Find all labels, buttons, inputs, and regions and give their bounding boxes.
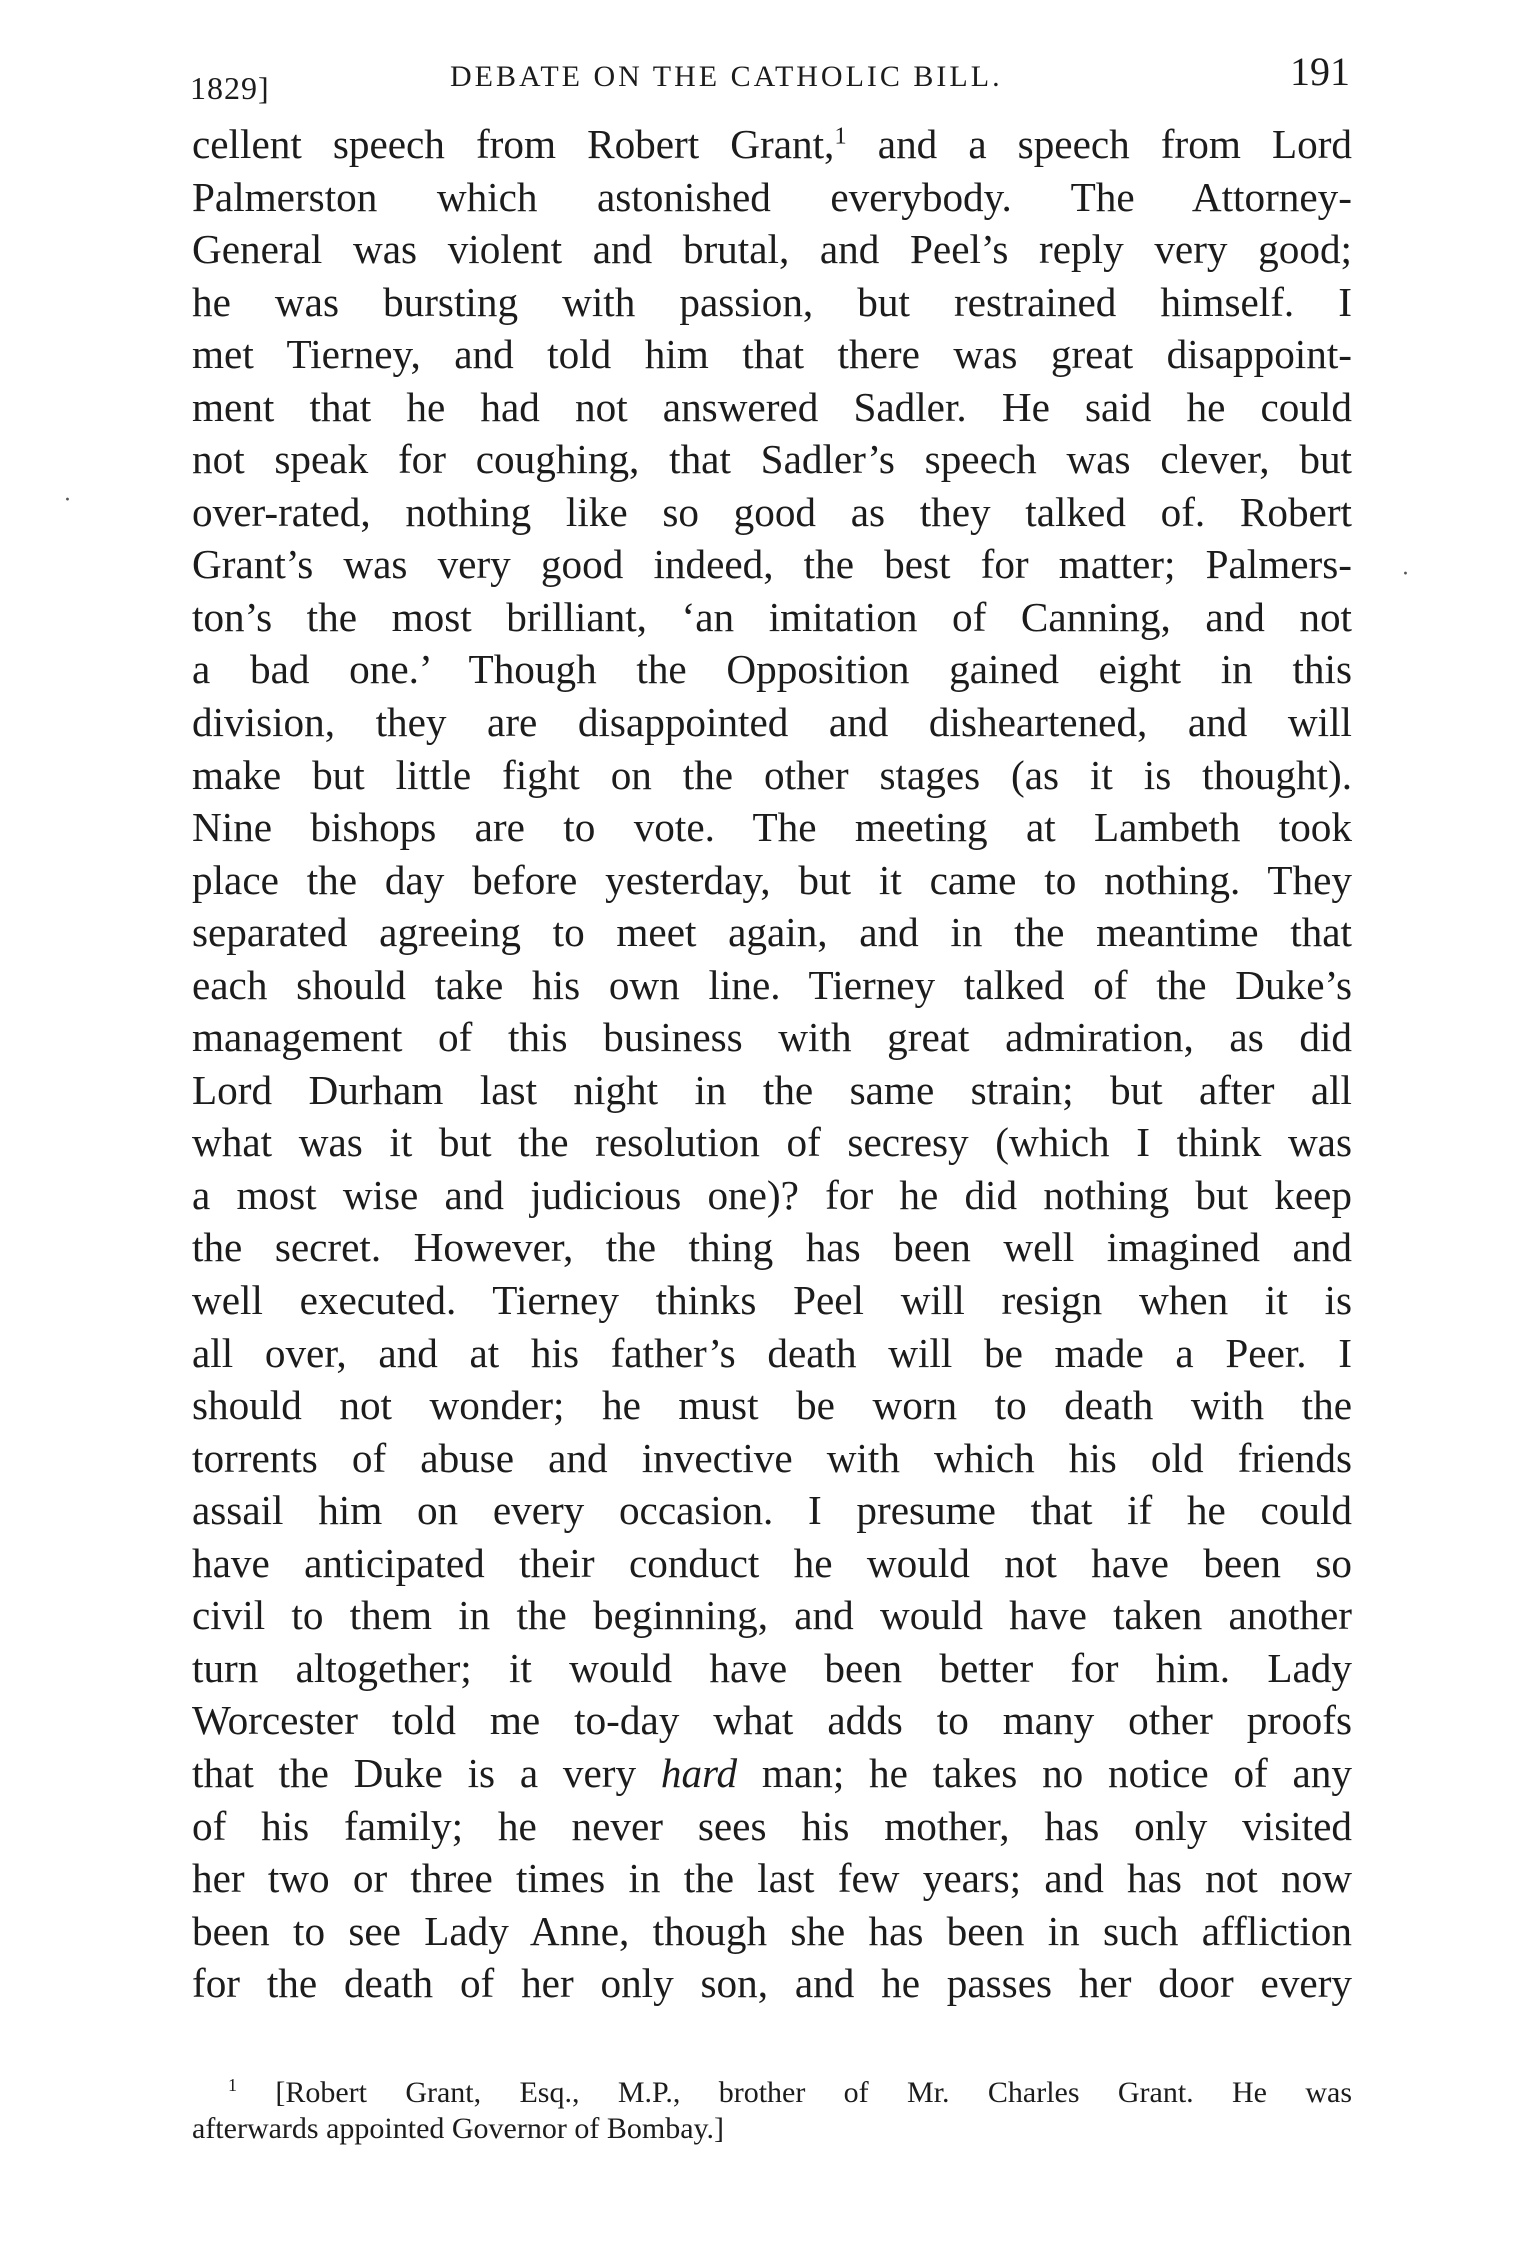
text-line: ton’s the most brilliant, ‘an imitation of Canning, and not (192, 593, 1352, 640)
page-number: 191 (1290, 49, 1350, 94)
text-line: all over, and at his father’s death will be made a Peer. I (192, 1329, 1352, 1376)
text-line: General was violent and brutal, and Peel’s reply very good; (192, 226, 1352, 273)
footnote-line: afterwards appointed Governor of Bombay.] (192, 2112, 725, 2145)
text-line: Palmerston which astonished everybody. The Attorney- (192, 173, 1352, 220)
text-line: civil to them in the beginning, and would have taken another (192, 1592, 1352, 1639)
text-line: make but little fight on the other stages (as it is thought). (192, 751, 1352, 798)
margin-speck: · (1402, 562, 1409, 587)
text-line: management of this business with great admiration, as did (192, 1014, 1352, 1061)
text-line: her two or three times in the last few years; and has not now (192, 1855, 1352, 1902)
text-line: Worcester told me to-day what adds to many other proofs (192, 1697, 1352, 1744)
text-line: not speak for coughing, that Sadler’s speech was clever, but (192, 436, 1352, 483)
footnote-line: $^1$ [Robert Grant, Esq., M.P., brother of Mr. Charles Grant. He was (228, 2075, 1352, 2109)
text-line: what was it but the resolution of secresy (which I think was (192, 1119, 1352, 1166)
text-line: met Tierney, and told him that there was great disappoint- (192, 331, 1352, 378)
body-text (192, 118, 1352, 2010)
text-line: division, they are disappointed and disheartened, and will (192, 699, 1352, 746)
text-line: place the day before yesterday, but it came to nothing. They (192, 856, 1352, 903)
text-line: for the death of her only son, and he passes her door every (192, 1960, 1352, 2007)
text-line: turn altogether; it would have been better for him. Lady (192, 1644, 1352, 1691)
text-line: been to see Lady Anne, though she has been in such affliction (192, 1907, 1352, 1954)
footnote (192, 2075, 1352, 2147)
text-line: torrents of abuse and invective with which his old friends (192, 1434, 1352, 1481)
text-line: each should take his own line. Tierney talked of the Duke’s (192, 961, 1352, 1008)
text-line: have anticipated their conduct he would not have been so (192, 1539, 1352, 1586)
running-head-year: 1829] (190, 70, 270, 106)
text-line: cellent speech from Robert Grant,$^1$ and a speech from Lord (192, 121, 1353, 167)
text-line: a most wise and judicious one)? for he did nothing but keep (192, 1171, 1352, 1218)
text-line: separated agreeing to meet again, and in the meantime that (192, 909, 1352, 956)
text-line: of his family; he never sees his mother, has only visited (192, 1802, 1352, 1849)
text-line: Lord Durham last night in the same strain; but after all (192, 1066, 1352, 1113)
text-line: that the Duke is a very hard man; he takes no notice of any (192, 1749, 1352, 1796)
text-line: Grant’s was very good indeed, the best for matter; Palmers- (192, 541, 1352, 588)
text-line: Nine bishops are to vote. The meeting at Lambeth took (192, 804, 1352, 851)
text-line: ment that he had not answered Sadler. He said he could (192, 383, 1352, 430)
text-line: a bad one.’ Though the Opposition gained eight in this (192, 646, 1352, 693)
margin-speck: · (64, 488, 71, 513)
text-line: he was bursting with passion, but restrained himself. I (192, 278, 1352, 325)
text-line: the secret. However, the thing has been well imagined and (192, 1224, 1352, 1271)
text-line: over-rated, nothing like so good as they talked of. Robert (192, 488, 1352, 535)
text-line: assail him on every occasion. I presume that if he could (192, 1487, 1352, 1534)
running-head (190, 44, 1350, 104)
text-line: should not wonder; he must be worn to death with the (192, 1382, 1352, 1429)
text-line: well executed. Tierney thinks Peel will resign when it is (192, 1277, 1352, 1324)
running-head-title: DEBATE ON THE CATHOLIC BILL. (450, 60, 1003, 93)
